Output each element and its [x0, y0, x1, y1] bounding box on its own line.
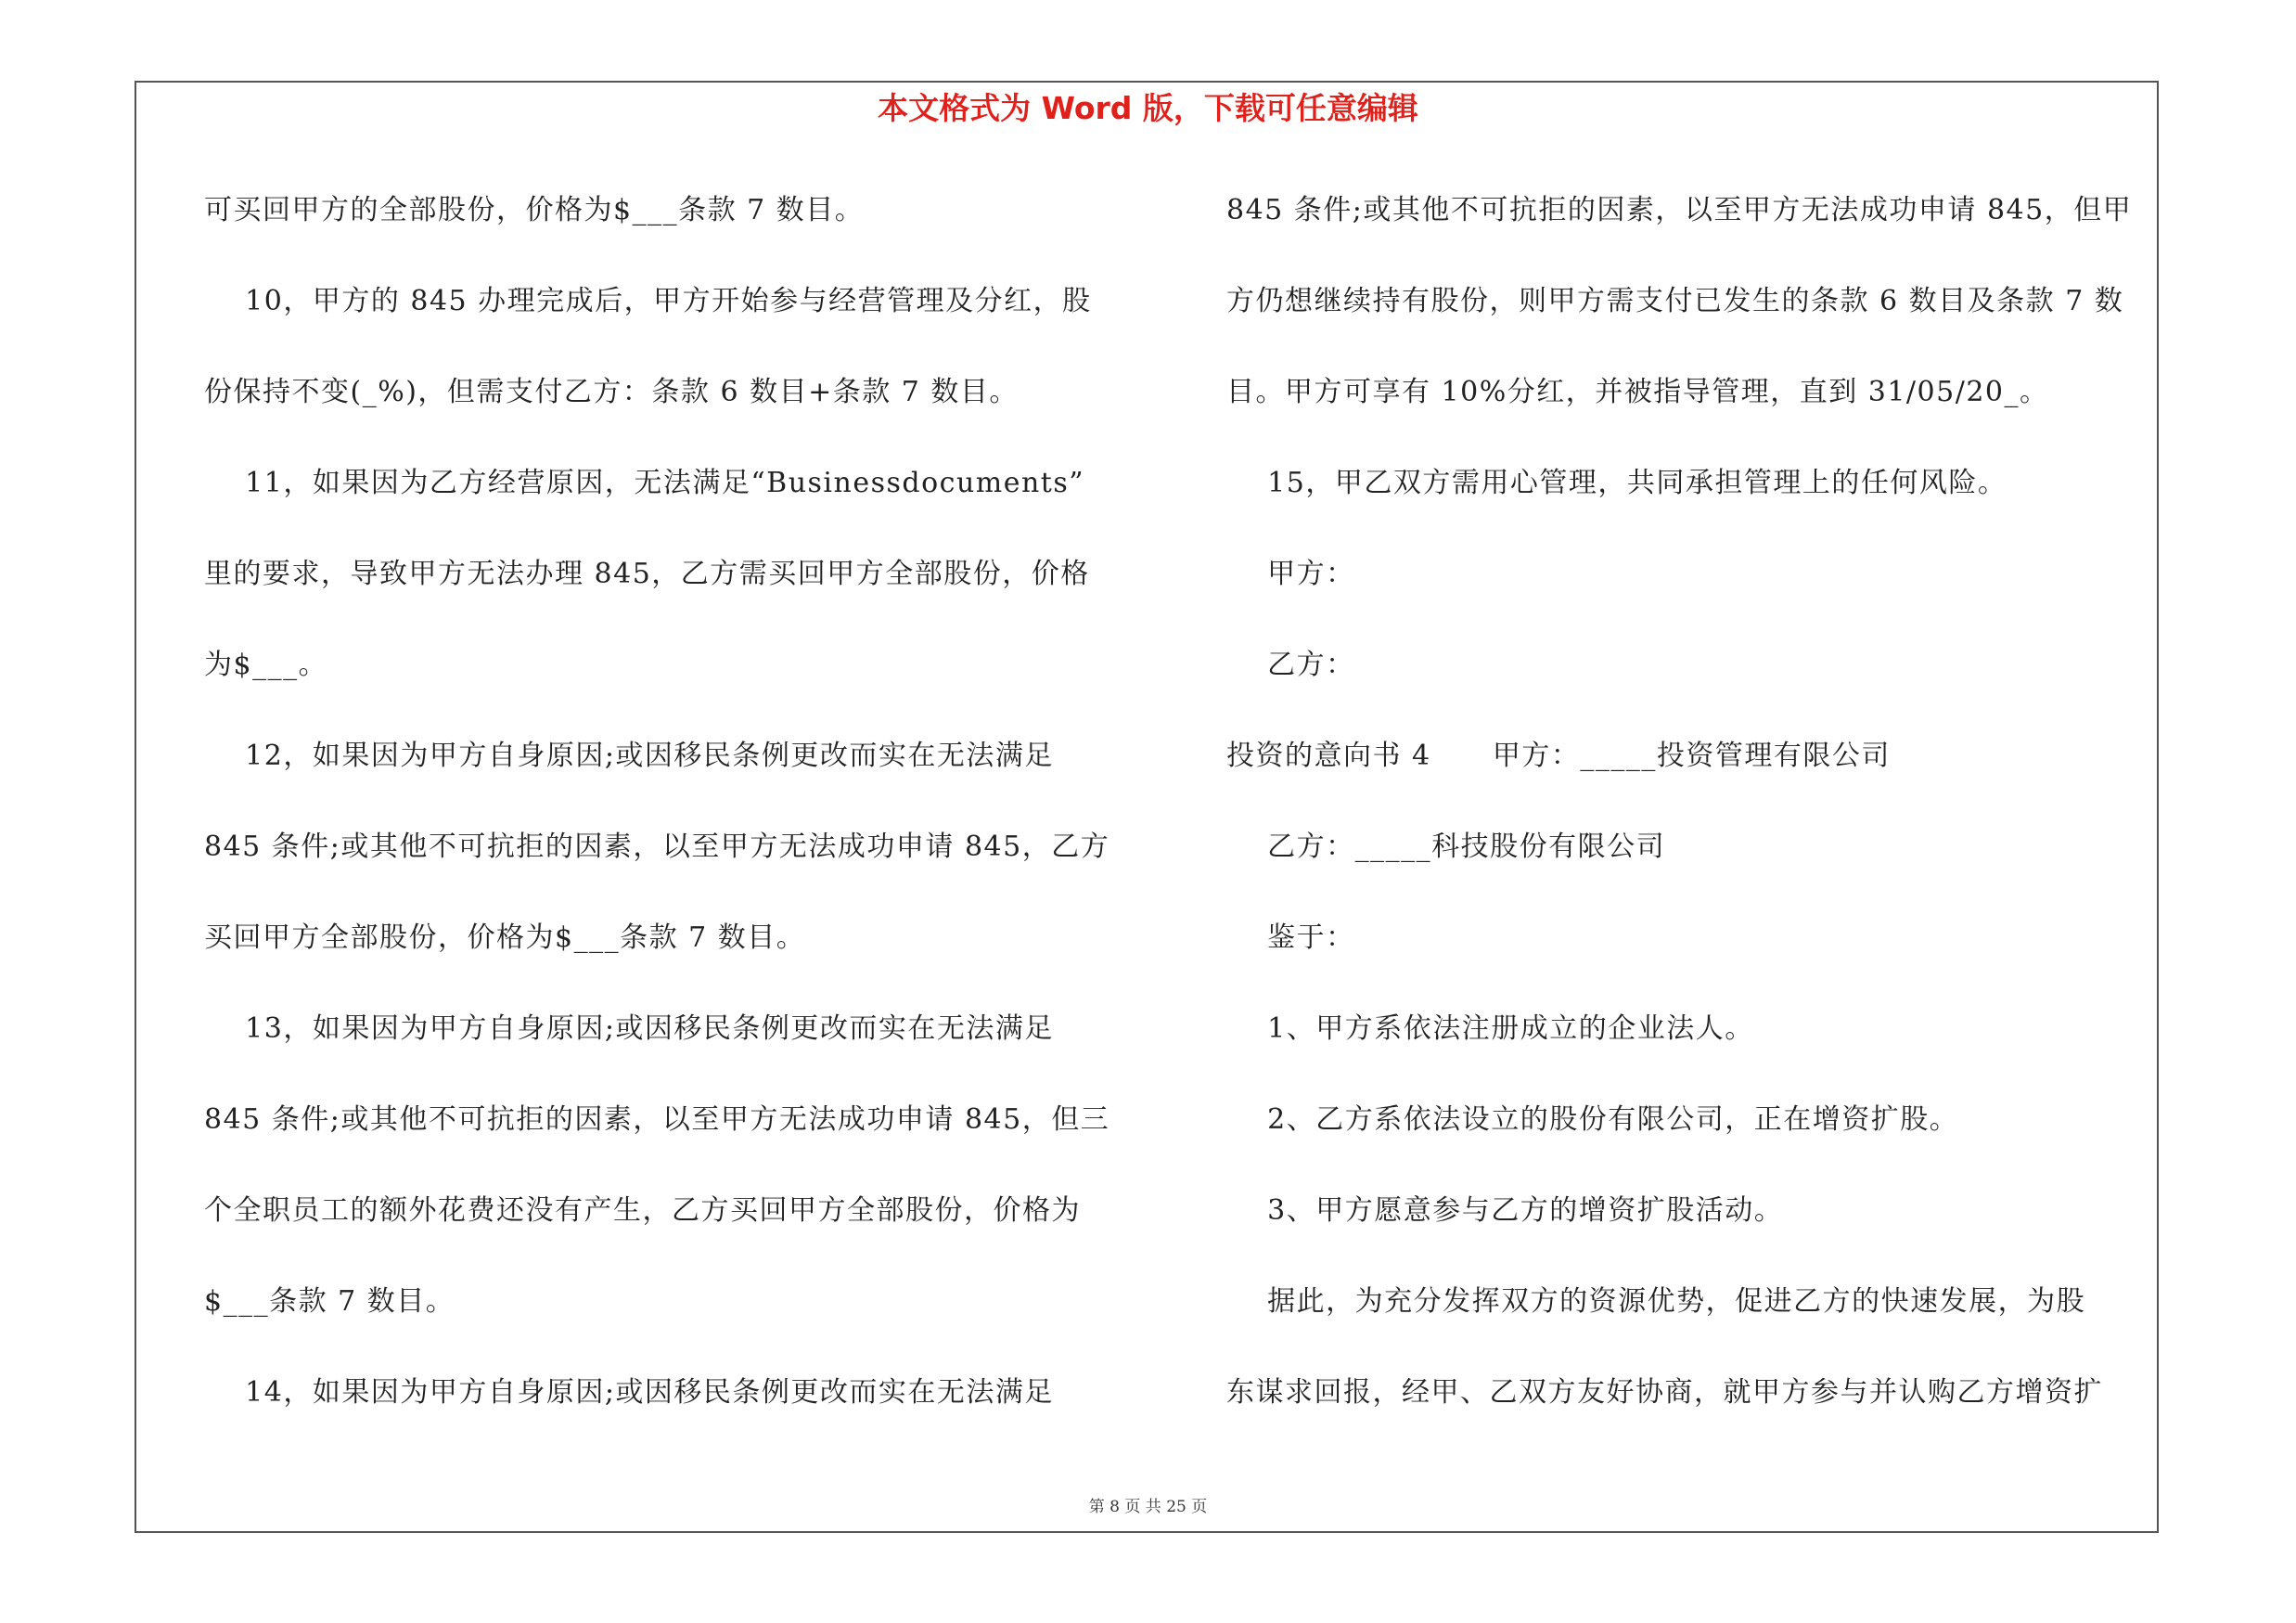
text-line: 14，如果因为甲方自身原因;或因移民条例更改而实在无法满足	[204, 1376, 1054, 1409]
text-line: 目。甲方可享有 10%分红，并被指导管理，直到 31/05/20_。	[1226, 376, 2049, 408]
text-line: 11，如果因为乙方经营原因，无法满足“Businessdocuments”	[204, 467, 1085, 499]
text-line: 里的要求，导致甲方无法办理 845，乙方需买回甲方全部股份，价格	[204, 558, 1090, 590]
text-line: 2、乙方系依法设立的股份有限公司，正在增资扩股。	[1226, 1103, 1959, 1136]
right-text-column	[1226, 184, 2154, 1457]
text-line: $___条款 7 数目。	[204, 1285, 455, 1318]
text-line: 乙方：	[1226, 649, 1355, 681]
text-line: 1、甲方系依法注册成立的企业法人。	[1226, 1012, 1754, 1045]
text-line: 鉴于：	[1226, 921, 1355, 954]
text-line: 买回甲方全部股份，价格为$___条款 7 数目。	[204, 921, 806, 954]
text-line: 845 条件;或其他不可抗拒的因素，以至甲方无法成功申请 845，但三	[204, 1103, 1110, 1136]
text-line: 乙方：_____科技股份有限公司	[1226, 831, 1666, 863]
text-line: 据此，为充分发挥双方的资源优势，促进乙方的快速发展，为股	[1226, 1285, 2086, 1318]
text-line: 个全职员工的额外花费还没有产生，乙方买回甲方全部股份，价格为	[204, 1194, 1081, 1227]
text-line: 13，如果因为甲方自身原因;或因移民条例更改而实在无法满足	[204, 1012, 1054, 1045]
left-text-column	[204, 184, 1132, 1457]
text-line: 可买回甲方的全部股份，价格为$___条款 7 数目。	[204, 194, 865, 226]
text-line: 东谋求回报，经甲、乙双方友好协商，就甲方参与并认购乙方增资扩	[1226, 1376, 2103, 1409]
text-line: 845 条件;或其他不可抗拒的因素，以至甲方无法成功申请 845，但甲	[1226, 194, 2133, 226]
text-line: 15，甲乙双方需用心管理，共同承担管理上的任何风险。	[1226, 467, 2007, 499]
format-notice-banner: 本文格式为 Word 版，下载可任意编辑	[878, 90, 1418, 126]
text-line: 为$___。	[204, 649, 328, 681]
text-line: 投资的意向书 4 甲方：_____投资管理有限公司	[1226, 740, 1891, 772]
text-line: 甲方：	[1226, 558, 1355, 590]
text-line: 10，甲方的 845 办理完成后，甲方开始参与经营管理及分红，股	[204, 285, 1092, 317]
text-line: 845 条件;或其他不可抗拒的因素，以至甲方无法成功申请 845，乙方	[204, 831, 1110, 863]
text-line: 方仍想继续持有股份，则甲方需支付已发生的条款 6 数目及条款 7 数	[1226, 285, 2124, 317]
text-line: 12，如果因为甲方自身原因;或因移民条例更改而实在无法满足	[204, 740, 1054, 772]
text-line: 3、甲方愿意参与乙方的增资扩股活动。	[1226, 1194, 1784, 1227]
text-line: 份保持不变(_%)，但需支付乙方：条款 6 数目+条款 7 数目。	[204, 376, 1019, 408]
page-number: 第 8 页 共 25 页	[1088, 1498, 1208, 1516]
